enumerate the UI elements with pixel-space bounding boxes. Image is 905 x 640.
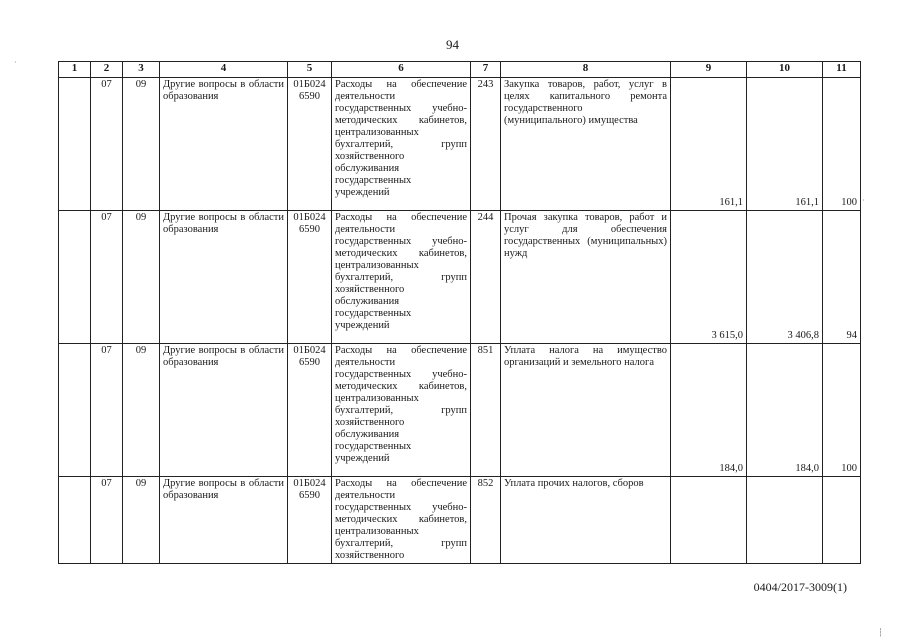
cell-empty: [59, 211, 91, 344]
cell-expense-code: 852: [471, 477, 501, 564]
cell-empty: [59, 78, 91, 211]
cell-planned: 161,1: [671, 78, 747, 211]
cell-subsection: 09: [123, 78, 160, 211]
col-header-8: 8: [501, 62, 671, 78]
scan-mark: ·: [14, 58, 17, 67]
cell-planned: [671, 477, 747, 564]
cell-actual: 184,0: [747, 344, 823, 477]
cell-planned: 3 615,0: [671, 211, 747, 344]
col-header-6: 6: [332, 62, 471, 78]
col-header-3: 3: [123, 62, 160, 78]
cell-percent: [823, 477, 861, 564]
header-row: [59, 62, 861, 78]
cell-expense-name: Закупка товаров, работ, услуг в целях капитального ремонта государственного (муниципального) имущества: [501, 78, 671, 211]
cell-section-name: Другие вопросы в области образования: [160, 344, 288, 477]
scan-mark: ┆: [878, 628, 883, 637]
cell-target-code: 01Б024 6590: [288, 211, 332, 344]
cell-percent: 100: [823, 344, 861, 477]
cell-planned: 184,0: [671, 344, 747, 477]
cell-expense-name: Уплата налога на имущество организаций и земельного налога: [501, 344, 671, 477]
cell-percent: 94: [823, 211, 861, 344]
table-row: [59, 477, 861, 564]
cell-empty: [59, 344, 91, 477]
col-header-2: 2: [91, 62, 123, 78]
page-number: 94: [446, 37, 459, 52]
cell-target-code: 01Б024 6590: [288, 344, 332, 477]
cell-expense-name: Прочая закупка товаров, работ и услуг для обеспечения государственных (муниципальных) нужд: [501, 211, 671, 344]
cell-percent: 100: [823, 78, 861, 211]
cell-section: 07: [91, 344, 123, 477]
cell-section-name: Другие вопросы в области образования: [160, 211, 288, 344]
cell-subsection: 09: [123, 211, 160, 344]
col-header-5: 5: [288, 62, 332, 78]
cell-expense-code: 243: [471, 78, 501, 211]
scan-mark: ·: [862, 196, 865, 205]
col-header-9: 9: [671, 62, 747, 78]
cell-target-name: Расходы на обеспечение деятельности государственных учебно-методических кабинетов, централизованных бухгалтерий, групп хозяйственного обслуживания государственных учреждений: [332, 344, 471, 477]
table-row: [59, 78, 861, 211]
cell-section-name: Другие вопросы в области образования: [160, 78, 288, 211]
cell-section: 07: [91, 211, 123, 344]
budget-table: [58, 61, 861, 564]
col-header-10: 10: [747, 62, 823, 78]
cell-expense-name: Уплата прочих налогов, сборов: [501, 477, 671, 564]
cell-empty: [59, 477, 91, 564]
cell-actual: 3 406,8: [747, 211, 823, 344]
cell-target-code: 01Б024 6590: [288, 78, 332, 211]
cell-section: 07: [91, 78, 123, 211]
table-row: [59, 344, 861, 477]
cell-subsection: 09: [123, 344, 160, 477]
col-header-11: 11: [823, 62, 861, 78]
table-row: [59, 211, 861, 344]
cell-expense-code: 244: [471, 211, 501, 344]
cell-actual: [747, 477, 823, 564]
cell-target-code: 01Б024 6590: [288, 477, 332, 564]
col-header-1: 1: [59, 62, 91, 78]
document-code: 0404/2017-3009(1): [753, 580, 847, 594]
cell-section: 07: [91, 477, 123, 564]
cell-subsection: 09: [123, 477, 160, 564]
cell-target-name: Расходы на обеспечение деятельности государственных учебно-методических кабинетов, централизованных бухгалтерий, групп хозяйственного обслуживания государственных учреждений: [332, 78, 471, 211]
cell-actual: 161,1: [747, 78, 823, 211]
cell-expense-code: 851: [471, 344, 501, 477]
cell-target-name: Расходы на обеспечение деятельности государственных учебно-методических кабинетов, централизованных бухгалтерий, групп хозяйственного: [332, 477, 471, 564]
col-header-7: 7: [471, 62, 501, 78]
cell-target-name: Расходы на обеспечение деятельности государственных учебно-методических кабинетов, централизованных бухгалтерий, групп хозяйственного обслуживания государственных учреждений: [332, 211, 471, 344]
col-header-4: 4: [160, 62, 288, 78]
cell-section-name: Другие вопросы в области образования: [160, 477, 288, 564]
